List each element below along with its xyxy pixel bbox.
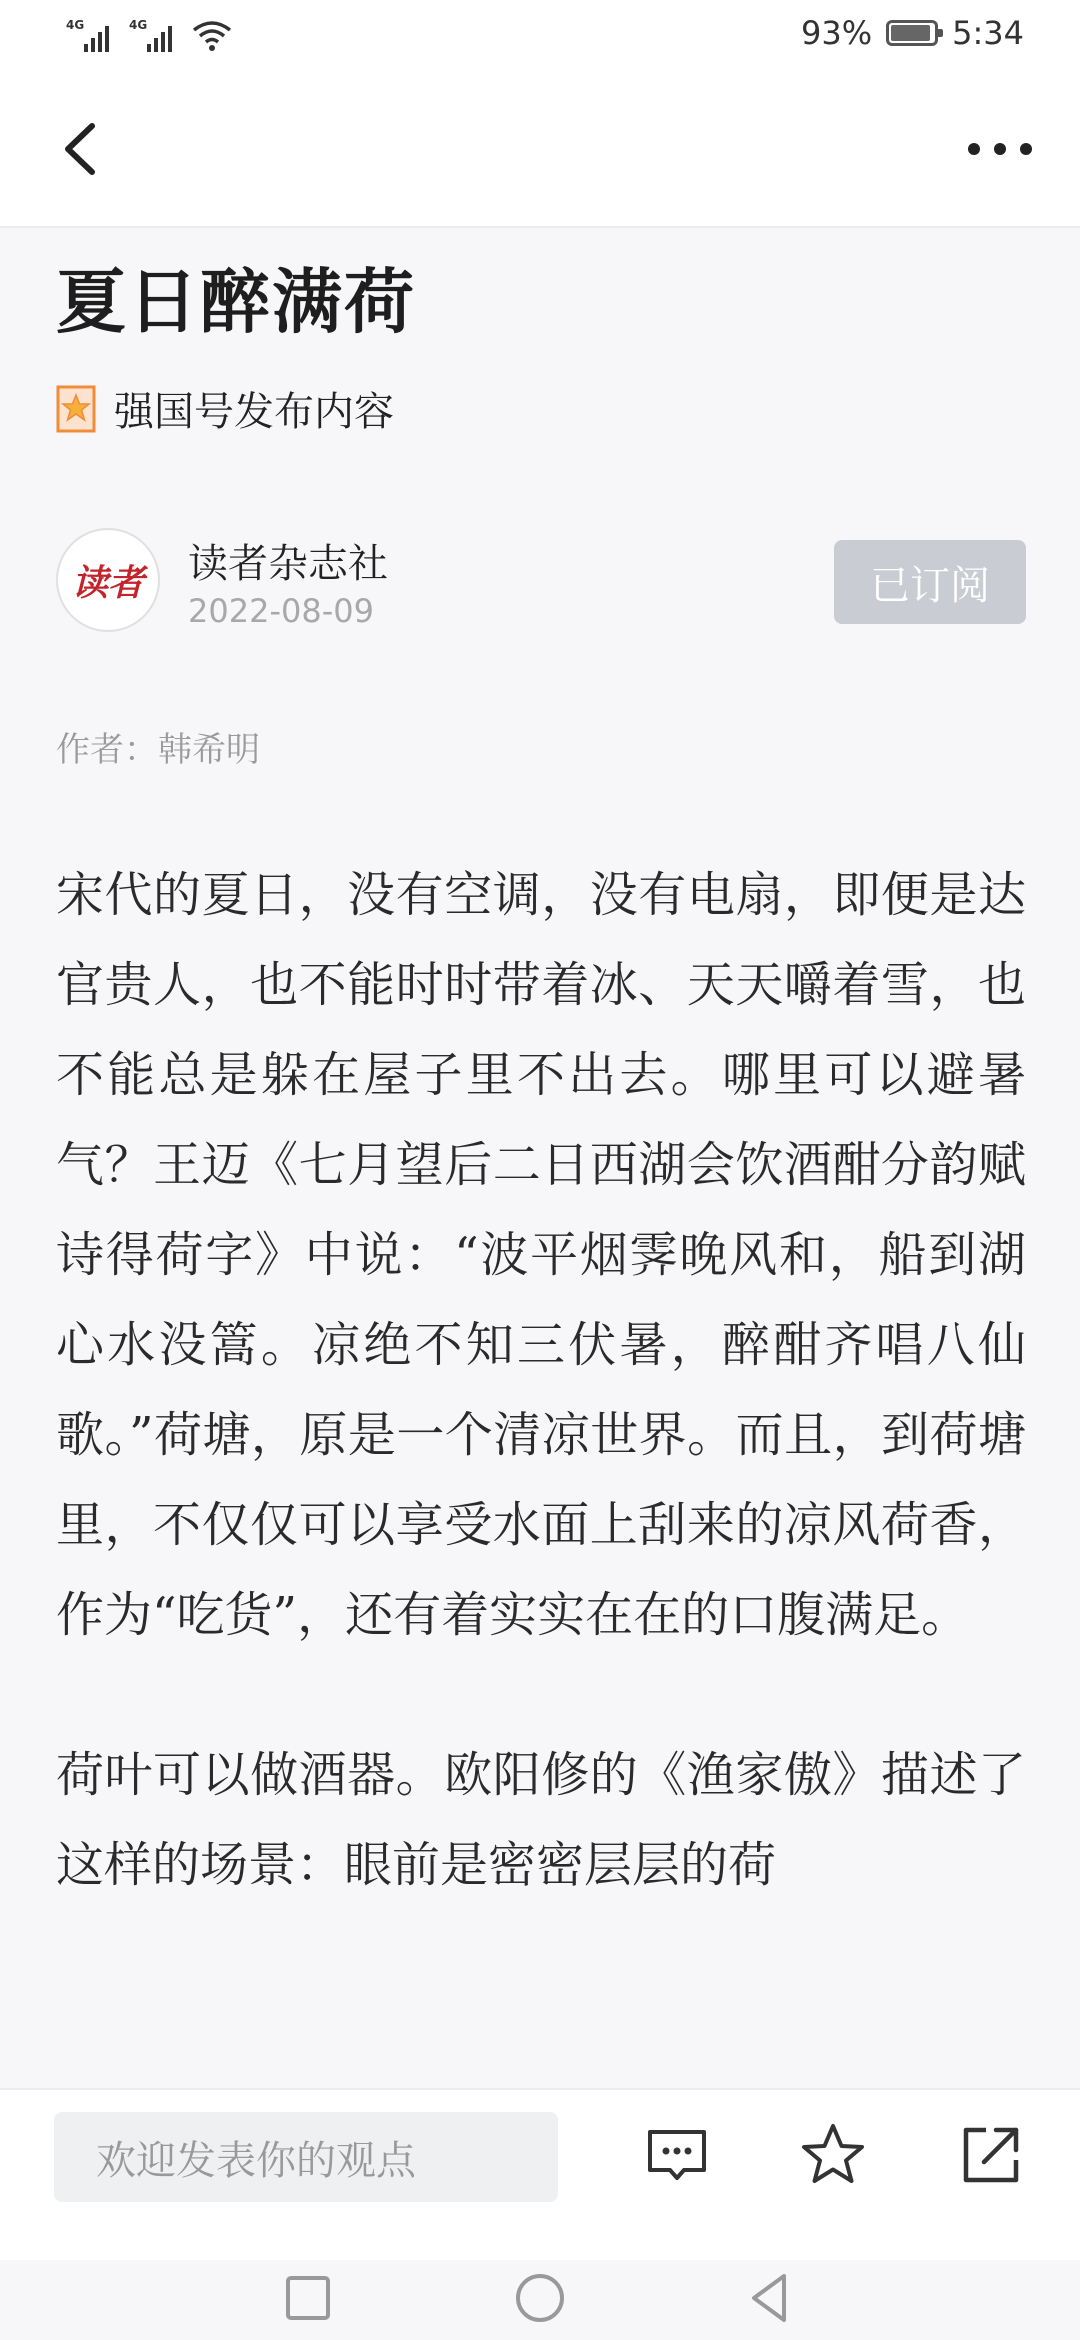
more-horizontal-icon[interactable] [960,122,1040,176]
paragraph: 荷叶可以做酒器。欧阳修的《渔家傲》描述了这样的场景：眼前是密密层层的荷 [56,1747,1026,1893]
author-name[interactable]: 读者杂志社 [188,541,388,587]
chevron-left-icon[interactable] [50,112,120,186]
top-nav [0,72,1080,228]
publisher-tag-label: 强国号发布内容 [114,389,394,435]
article-title: 夏日醉满荷 [56,260,416,343]
battery-icon [886,20,938,46]
battery-fill [891,25,930,41]
battery-percent: 93% [801,14,873,52]
subscribe-button[interactable]: 已订阅 [834,540,1026,624]
paragraph: 宋代的夏日，没有空调，没有电扇，即便是达官贵人，也不能时时带着冰、天天嚼着雪，也不能总是躲在屋子里不出去。哪里可以避暑气？王迈《七月望后二日西湖会饮酒酣分韵赋诗得荷字》中说：“波平烟霁晚风和，船到湖心水没篙。凉绝不知三伏暑，醉酣齐唱八仙歌。”荷塘，原是一个清凉世界。而且，到荷塘里，不仅仅可以享受水面上刮来的凉风荷香，作为“吃货”，还有着实实在在的口腹满足。 [56,867,1026,1643]
bookmark-star-icon [56,385,96,433]
signal-icon [66,18,109,52]
star-icon[interactable] [798,2120,868,2190]
network-type-label: 4G [66,18,85,32]
author-card[interactable] [56,528,1026,638]
publisher-tag [56,380,394,437]
avatar[interactable]: 读者 [56,528,160,632]
comment-bar [0,2088,1080,2262]
wifi-icon [192,18,232,52]
status-right [801,14,1024,52]
signal-group [66,18,232,52]
article-content[interactable] [0,228,1080,2088]
publish-date: 2022-08-09 [188,592,374,630]
back-triangle-icon[interactable] [740,2268,800,2328]
recents-square-icon[interactable] [278,2268,338,2328]
android-nav-bar [0,2260,1080,2340]
comment-icon[interactable] [642,2120,712,2190]
article-body [56,850,1026,1980]
clock: 5:34 [952,14,1024,52]
share-icon[interactable] [956,2120,1026,2190]
signal-icon-2 [129,18,172,52]
home-circle-icon[interactable] [510,2268,570,2328]
status-bar [0,0,1080,72]
byline: 作者：韩希明 [56,730,260,770]
network-type-label-2: 4G [129,18,148,32]
comment-input[interactable]: 欢迎发表你的观点 [54,2112,558,2202]
